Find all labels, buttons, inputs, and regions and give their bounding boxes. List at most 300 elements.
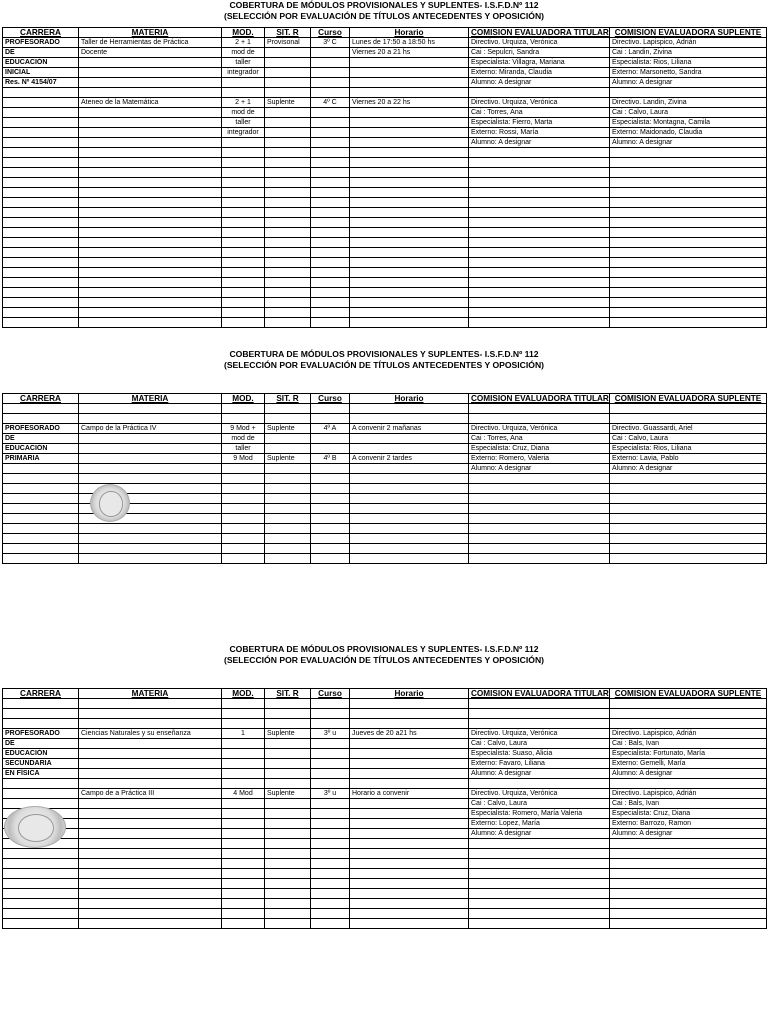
table-row — [3, 454, 767, 464]
header-carrera: CARRERA — [3, 394, 79, 404]
table-row — [3, 68, 767, 78]
cell-mod: integrador — [222, 68, 265, 78]
cell-comision-suplente — [610, 228, 767, 238]
cell-comision-suplente — [610, 909, 767, 919]
cell-comision-suplente: Externo: Maidonado, Claudia — [610, 128, 767, 138]
table-row — [3, 719, 767, 729]
cell-materia — [79, 178, 222, 188]
cell-curso — [311, 128, 350, 138]
cell-carrera — [3, 879, 79, 889]
cell-sit-r — [265, 554, 311, 564]
cell-comision-suplente — [610, 198, 767, 208]
table-row — [3, 258, 767, 268]
cell-materia — [79, 889, 222, 899]
table-row — [3, 148, 767, 158]
cell-carrera — [3, 899, 79, 909]
cell-materia — [79, 268, 222, 278]
table-row — [3, 474, 767, 484]
cell-curso — [311, 719, 350, 729]
cell-curso — [311, 749, 350, 759]
cell-curso — [311, 819, 350, 829]
cell-comision-titular: Alumno: A designar — [469, 829, 610, 839]
cell-comision-suplente — [610, 178, 767, 188]
cell-mod — [222, 699, 265, 709]
cell-materia: Campo de a Práctica III — [79, 789, 222, 799]
cell-comision-suplente: Especialista: Cruz, Diana — [610, 809, 767, 819]
cell-curso — [311, 769, 350, 779]
cell-carrera — [3, 504, 79, 514]
cell-horario — [350, 148, 469, 158]
header-materia: MATERIA — [79, 28, 222, 38]
doc-subtitle: (SELECCIÓN POR EVALUACIÓN DE TÍTULOS ANTECEDENTES Y OPOSICIÓN) — [223, 11, 545, 21]
table-row — [3, 729, 767, 739]
cell-curso — [311, 859, 350, 869]
header-comision-suplente: COMISION EVALUADORA SUPLENTE — [610, 394, 767, 404]
cell-comision-suplente — [610, 534, 767, 544]
cell-carrera — [3, 709, 79, 719]
cell-comision-suplente — [610, 899, 767, 909]
table-row — [3, 869, 767, 879]
cell-sit-r: Suplente — [265, 424, 311, 434]
cell-horario — [350, 819, 469, 829]
cell-materia — [79, 719, 222, 729]
table-row — [3, 524, 767, 534]
cell-horario — [350, 524, 469, 534]
cell-comision-titular: Directivo. Urquiza, Verónica — [469, 424, 610, 434]
cell-mod — [222, 544, 265, 554]
cell-comision-suplente — [610, 258, 767, 268]
cell-curso — [311, 839, 350, 849]
cell-mod: mod de — [222, 434, 265, 444]
cell-materia — [79, 839, 222, 849]
cell-horario — [350, 238, 469, 248]
cell-carrera — [3, 188, 79, 198]
cell-horario — [350, 514, 469, 524]
cell-horario — [350, 709, 469, 719]
cell-materia — [79, 464, 222, 474]
cell-comision-suplente — [610, 514, 767, 524]
cell-horario — [350, 749, 469, 759]
cell-sit-r — [265, 298, 311, 308]
header-curso: Curso — [311, 689, 350, 699]
cell-carrera — [3, 248, 79, 258]
cell-comision-titular: Alumno: A designar — [469, 78, 610, 88]
table-secundaria — [2, 688, 767, 929]
cell-materia — [79, 749, 222, 759]
cell-curso — [311, 278, 350, 288]
table-row — [3, 118, 767, 128]
cell-curso — [311, 849, 350, 859]
cell-comision-suplente: Alumno: A designar — [610, 829, 767, 839]
cell-comision-suplente — [610, 494, 767, 504]
table-row — [3, 839, 767, 849]
table-row — [3, 38, 767, 48]
cell-sit-r — [265, 218, 311, 228]
cell-horario — [350, 534, 469, 544]
cell-mod — [222, 829, 265, 839]
cell-mod — [222, 534, 265, 544]
cell-materia — [79, 118, 222, 128]
cell-horario — [350, 118, 469, 128]
cell-materia — [79, 228, 222, 238]
header-materia: MATERIA — [79, 394, 222, 404]
header-horario: Horario — [350, 28, 469, 38]
header-sit-r: SIT. R — [265, 689, 311, 699]
cell-horario: A convenir 2 mañanas — [350, 424, 469, 434]
cell-sit-r — [265, 484, 311, 494]
cell-curso — [311, 514, 350, 524]
cell-comision-titular: Cai : Sepulcri, Sandra — [469, 48, 610, 58]
cell-comision-titular — [469, 899, 610, 909]
cell-comision-titular — [469, 869, 610, 879]
cell-curso — [311, 308, 350, 318]
cell-sit-r — [265, 879, 311, 889]
cell-carrera — [3, 554, 79, 564]
cell-materia — [79, 819, 222, 829]
cell-materia — [79, 769, 222, 779]
header-sit-r: SIT. R — [265, 394, 311, 404]
cell-materia: Taller de Herramientas de Práctica — [79, 38, 222, 48]
cell-comision-suplente: Cai : Calvo, Laura — [610, 434, 767, 444]
cell-horario — [350, 769, 469, 779]
cell-comision-titular: Cai : Calvo, Laura — [469, 799, 610, 809]
cell-carrera — [3, 158, 79, 168]
cell-horario: A convenir 2 tardes — [350, 454, 469, 464]
cell-horario — [350, 719, 469, 729]
cell-comision-titular — [469, 298, 610, 308]
cell-curso: 4º C — [311, 98, 350, 108]
cell-curso — [311, 48, 350, 58]
header-horario: Horario — [350, 689, 469, 699]
header-carrera: CARRERA — [3, 28, 79, 38]
table-row — [3, 188, 767, 198]
cell-sit-r — [265, 759, 311, 769]
cell-materia: Docente — [79, 48, 222, 58]
cell-carrera — [3, 318, 79, 328]
cell-curso: 4º A — [311, 424, 350, 434]
cell-comision-suplente — [610, 414, 767, 424]
cell-sit-r — [265, 268, 311, 278]
cell-mod: 1 — [222, 729, 265, 739]
cell-materia — [79, 759, 222, 769]
cell-materia — [79, 829, 222, 839]
cell-sit-r — [265, 434, 311, 444]
cell-curso — [311, 699, 350, 709]
cell-horario: Lunes de 17:50 a 18:50 hs — [350, 38, 469, 48]
cell-comision-suplente — [610, 484, 767, 494]
cell-sit-r: Suplente — [265, 98, 311, 108]
cell-carrera — [3, 268, 79, 278]
cell-comision-suplente — [610, 554, 767, 564]
cell-curso: 4º B — [311, 454, 350, 464]
cell-carrera — [3, 484, 79, 494]
cell-horario — [350, 78, 469, 88]
cell-comision-titular: Externo: Romero, Valeria — [469, 454, 610, 464]
cell-carrera: EDUCACIÓN — [3, 749, 79, 759]
cell-horario — [350, 779, 469, 789]
cell-materia — [79, 869, 222, 879]
cell-materia — [79, 444, 222, 454]
cell-mod — [222, 839, 265, 849]
cell-sit-r — [265, 504, 311, 514]
cell-comision-suplente — [610, 298, 767, 308]
cell-carrera — [3, 228, 79, 238]
cell-sit-r — [265, 108, 311, 118]
cell-horario — [350, 544, 469, 554]
table-row — [3, 98, 767, 108]
cell-sit-r — [265, 258, 311, 268]
cell-materia — [79, 414, 222, 424]
cell-materia — [79, 128, 222, 138]
cell-sit-r — [265, 474, 311, 484]
cell-comision-titular: Cai : Torres, Ana — [469, 108, 610, 118]
cell-comision-titular: Externo: Rossi, María — [469, 128, 610, 138]
cell-mod — [222, 258, 265, 268]
cell-comision-suplente: Cai : Bals, Ivan — [610, 739, 767, 749]
cell-curso — [311, 779, 350, 789]
cell-carrera — [3, 138, 79, 148]
cell-comision-suplente — [610, 238, 767, 248]
cell-comision-titular — [469, 534, 610, 544]
cell-carrera: PRIMARIA — [3, 454, 79, 464]
cell-comision-titular — [469, 198, 610, 208]
header-carrera: CARRERA — [3, 689, 79, 699]
cell-sit-r — [265, 819, 311, 829]
cell-sit-r — [265, 809, 311, 819]
cell-mod — [222, 168, 265, 178]
cell-carrera — [3, 404, 79, 414]
table-row — [3, 849, 767, 859]
cell-curso — [311, 919, 350, 929]
table-row — [3, 58, 767, 68]
cell-comision-suplente: Externo: Marsonetto, Sandra — [610, 68, 767, 78]
cell-mod — [222, 909, 265, 919]
cell-sit-r — [265, 739, 311, 749]
cell-curso — [311, 58, 350, 68]
cell-comision-suplente — [610, 544, 767, 554]
table-row — [3, 544, 767, 554]
section-secundaria — [0, 644, 768, 666]
cell-carrera: Res. Nº 4154/07 — [3, 78, 79, 88]
cell-curso — [311, 524, 350, 534]
cell-sit-r — [265, 839, 311, 849]
cell-carrera — [3, 278, 79, 288]
cell-mod — [222, 739, 265, 749]
cell-sit-r — [265, 414, 311, 424]
cell-sit-r — [265, 544, 311, 554]
institution-seal — [4, 806, 66, 848]
cell-curso — [311, 228, 350, 238]
cell-curso — [311, 218, 350, 228]
cell-materia — [79, 809, 222, 819]
cell-comision-suplente — [610, 218, 767, 228]
cell-comision-titular — [469, 88, 610, 98]
cell-comision-titular — [469, 699, 610, 709]
cell-mod — [222, 484, 265, 494]
cell-sit-r — [265, 494, 311, 504]
cell-comision-titular — [469, 318, 610, 328]
table-row — [3, 318, 767, 328]
cell-sit-r — [265, 719, 311, 729]
cell-comision-titular — [469, 228, 610, 238]
cell-comision-suplente — [610, 158, 767, 168]
cell-curso — [311, 889, 350, 899]
header-comision-titular: COMISION EVALUADORA TITULAR — [469, 689, 610, 699]
cell-carrera — [3, 118, 79, 128]
cell-curso: 3º u — [311, 789, 350, 799]
cell-horario — [350, 494, 469, 504]
cell-comision-titular — [469, 208, 610, 218]
cell-comision-suplente: Especialista: Rios, Liliana — [610, 58, 767, 68]
cell-mod — [222, 849, 265, 859]
cell-carrera — [3, 534, 79, 544]
cell-materia — [79, 198, 222, 208]
table-row — [3, 699, 767, 709]
cell-materia — [79, 739, 222, 749]
cell-sit-r — [265, 464, 311, 474]
cell-comision-titular — [469, 218, 610, 228]
cell-curso — [311, 404, 350, 414]
cell-comision-titular — [469, 554, 610, 564]
header-comision-suplente: COMISION EVALUADORA SUPLENTE — [610, 689, 767, 699]
cell-mod — [222, 248, 265, 258]
cell-curso — [311, 118, 350, 128]
doc-subtitle: (SELECCIÓN POR EVALUACIÓN DE TÍTULOS ANTECEDENTES Y OPOSICIÓN) — [223, 360, 545, 370]
table-row — [3, 238, 767, 248]
cell-comision-titular — [469, 504, 610, 514]
cell-horario — [350, 869, 469, 879]
cell-horario — [350, 178, 469, 188]
cell-mod — [222, 318, 265, 328]
cell-materia — [79, 474, 222, 484]
cell-horario — [350, 859, 469, 869]
cell-comision-titular — [469, 158, 610, 168]
table-row — [3, 208, 767, 218]
cell-comision-suplente: Externo: Gemelli, María — [610, 759, 767, 769]
cell-horario — [350, 58, 469, 68]
cell-comision-suplente: Directivo. Lapispico, Adrián — [610, 38, 767, 48]
cell-curso — [311, 759, 350, 769]
cell-horario — [350, 849, 469, 859]
cell-horario — [350, 198, 469, 208]
cell-comision-titular — [469, 709, 610, 719]
cell-mod — [222, 769, 265, 779]
cell-comision-titular — [469, 288, 610, 298]
cell-horario — [350, 839, 469, 849]
cell-horario — [350, 739, 469, 749]
cell-horario — [350, 248, 469, 258]
cell-comision-titular: Especialista: Romero, María Valeria — [469, 809, 610, 819]
cell-mod — [222, 899, 265, 909]
cell-curso — [311, 899, 350, 909]
cell-sit-r — [265, 248, 311, 258]
cell-comision-suplente — [610, 709, 767, 719]
doc-title: COBERTURA DE MÓDULOS PROVISIONALES Y SUPLENTES- I.S.F.D.Nº 112 — [229, 0, 539, 10]
cell-sit-r — [265, 178, 311, 188]
table-row — [3, 298, 767, 308]
cell-mod: mod de — [222, 48, 265, 58]
cell-horario — [350, 208, 469, 218]
cell-curso — [311, 268, 350, 278]
cell-mod — [222, 869, 265, 879]
cell-curso — [311, 238, 350, 248]
cell-mod: 2 + 1 — [222, 38, 265, 48]
cell-sit-r — [265, 198, 311, 208]
cell-mod: 9 Mod + — [222, 424, 265, 434]
cell-materia — [79, 298, 222, 308]
table-row — [3, 268, 767, 278]
cell-curso — [311, 198, 350, 208]
cell-sit-r — [265, 404, 311, 414]
cell-mod: 2 + 1 — [222, 98, 265, 108]
cell-sit-r — [265, 238, 311, 248]
cell-materia — [79, 404, 222, 414]
cell-sit-r: Suplente — [265, 789, 311, 799]
cell-comision-titular — [469, 879, 610, 889]
cell-sit-r — [265, 78, 311, 88]
cell-curso — [311, 298, 350, 308]
cell-carrera: DE — [3, 48, 79, 58]
header-curso: Curso — [311, 28, 350, 38]
table-row — [3, 178, 767, 188]
cell-mod: taller — [222, 118, 265, 128]
cell-carrera — [3, 208, 79, 218]
cell-mod — [222, 524, 265, 534]
table-row — [3, 48, 767, 58]
cell-curso — [311, 318, 350, 328]
cell-materia — [79, 218, 222, 228]
cell-horario: Horario a convenir — [350, 789, 469, 799]
cell-sit-r — [265, 278, 311, 288]
cell-carrera: PROFESORADO — [3, 729, 79, 739]
cell-carrera — [3, 699, 79, 709]
cell-mod — [222, 809, 265, 819]
table-row — [3, 218, 767, 228]
cell-materia — [79, 318, 222, 328]
table-row — [3, 404, 767, 414]
cell-materia — [79, 148, 222, 158]
cell-sit-r — [265, 524, 311, 534]
cell-carrera: SECUNDARIA — [3, 759, 79, 769]
cell-carrera — [3, 859, 79, 869]
cell-horario — [350, 228, 469, 238]
cell-comision-suplente — [610, 719, 767, 729]
cell-comision-titular — [469, 524, 610, 534]
cell-mod — [222, 158, 265, 168]
cell-comision-suplente: Alumno: A designar — [610, 769, 767, 779]
doc-title: COBERTURA DE MÓDULOS PROVISIONALES Y SUPLENTES- I.S.F.D.Nº 112 — [229, 644, 539, 654]
cell-carrera — [3, 789, 79, 799]
table-row — [3, 78, 767, 88]
table-row — [3, 88, 767, 98]
cell-comision-titular: Cai : Calvo, Laura — [469, 739, 610, 749]
cell-comision-titular: Especialista: Cruz, Diana — [469, 444, 610, 454]
cell-horario — [350, 879, 469, 889]
cell-comision-suplente: Cai : Landin, Zivina — [610, 48, 767, 58]
cell-horario — [350, 504, 469, 514]
cell-comision-suplente — [610, 268, 767, 278]
cell-mod — [222, 78, 265, 88]
cell-horario — [350, 404, 469, 414]
table-row — [3, 288, 767, 298]
cell-carrera — [3, 168, 79, 178]
cell-curso — [311, 414, 350, 424]
cell-materia — [79, 88, 222, 98]
cell-carrera — [3, 474, 79, 484]
cell-curso — [311, 554, 350, 564]
table-row — [3, 434, 767, 444]
cell-materia — [79, 534, 222, 544]
